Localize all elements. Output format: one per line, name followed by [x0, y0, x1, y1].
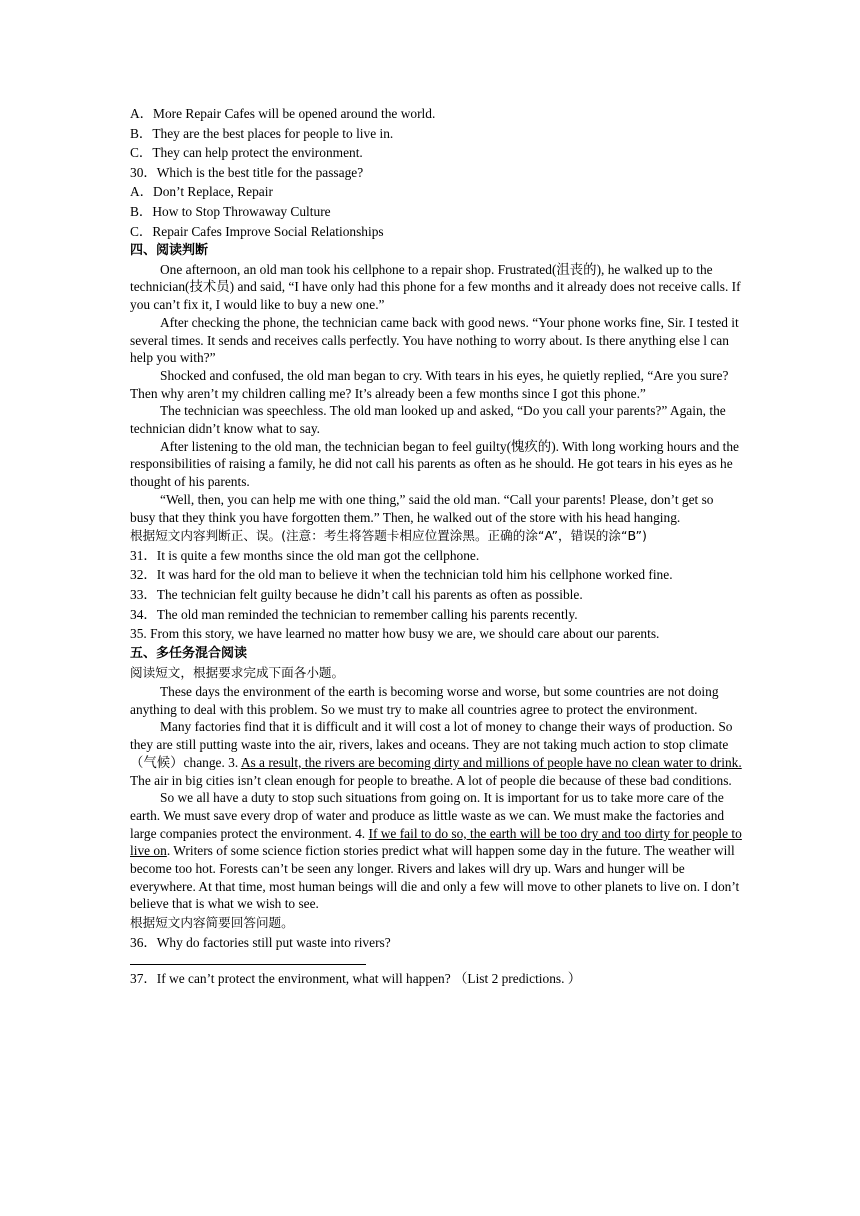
section5-intro: 阅读短文，根据要求完成下面各小题。	[130, 665, 345, 681]
section5-instruction: 根据短文内容简要回答问题。	[130, 915, 294, 931]
statement-35: 35. From this story, we have learned no matter how busy we are, we should care about our parents.	[130, 626, 660, 642]
p2-text-before: Many factories find that it is difficult and it will cost a lot of money to change their ways of production. So they are still putting waste into the air, rivers, lakes and oceans. They are not taking much action to stop climate（气候）change. 3.	[130, 719, 733, 770]
section4-heading: 四、阅读判断	[130, 243, 209, 259]
q29-option-c: C．They can help protect the environment.	[130, 145, 363, 161]
underlined-sentence-4: If we fail to do so, the earth will be too dry and too dirty for people to live on	[130, 825, 742, 859]
section4-paragraph-6: “Well, then, you can help me with one thing,” said the old man. “Call your parents! Please, don’t get so busy that they think you have forgotten them.” Then, he walked out of the store with his head hanging.	[130, 491, 714, 525]
question-36: 36．Why do factories still put waste into rivers?	[130, 934, 391, 950]
section5-paragraph-3	[130, 789, 742, 913]
section4-paragraph-1: One afternoon, an old man took his cellphone to a repair shop. Frustrated(沮丧的), he walked up to the technician(技术员) and said, “I have only had this phone for a few months and it already does not receive calls. If you can’t fix it, I would like to buy a new one.”	[130, 261, 741, 313]
p3-text-after: . Writers of some science fiction stories predict what will happen some day in the future. The weather will become too hot. Forests can’t be seen any longer. Rivers and lakes will dry up. Wars and hunger will be everywhere. At that time, most human beings will die and only a few will move to other planets to live on. I don’t believe that is what we wish to see.	[130, 843, 740, 912]
statement-34: 34．The old man reminded the technician to remember calling his parents recently.	[130, 606, 578, 622]
statement-31: 31．It is quite a few months since the old man got the cellphone.	[130, 547, 480, 563]
section4-paragraph-4: The technician was speechless. The old man looked up and asked, “Do you call your parents?” Again, the technician didn’t know what to say.	[130, 403, 726, 437]
section4-instruction: 根据短文内容判断正、误。(注意：考生将答题卡相应位置涂黑。正确的涂“A”，错误的涂“B”)	[130, 528, 647, 544]
q30-option-b: B．How to Stop Throwaway Culture	[130, 203, 331, 219]
section4-paragraph-3: Shocked and confused, the old man began to cry. With tears in his eyes, he quietly replied, “Are you sure? Then why aren’t my children calling me? It’s already been a few months since I got this phone.”	[130, 367, 729, 401]
section4-paragraph-2: After checking the phone, the technician came back with good news. “Your phone works fine, Sir. I tested it several times. It sends and receives calls perfectly. You have nothing to worry about. Is there anything else l can help you with?”	[130, 314, 739, 366]
section4-paragraph-5: After listening to the old man, the technician began to feel guilty(愧疚的). With long working hours and the responsibilities of raising a family, he did not call his parents as often as he should. He got tears in his eyes as he thought of his parents.	[130, 438, 739, 490]
p2-text-after: The air in big cities isn’t clean enough for people to breathe. A lot of people die because of these bad conditions.	[130, 772, 732, 788]
underlined-sentence-3: As a result, the rivers are becoming dirty and millions of people have no clean water to drink.	[240, 754, 742, 770]
exam-page	[130, 104, 742, 989]
q30-option-c: C．Repair Cafes Improve Social Relationships	[130, 223, 384, 239]
section5-paragraph-2	[130, 718, 742, 789]
p3-text-before: So we all have a duty to stop such situations from going on. It is important for us to take more care of the earth. We must save every drop of water and produce as little waste as we can. We must make the factories and large companies protect the environment. 4.	[130, 790, 725, 841]
section5-paragraph-1: These days the environment of the earth is becoming worse and worse, but some countries are not doing anything to deal with this problem. So we must try to make all countries agree to protect the environment.	[130, 684, 719, 717]
statement-32: 32．It was hard for the old man to believe it when the technician told him his cellphone worked fine.	[130, 567, 673, 583]
section5-heading: 五、多任务混合阅读	[130, 645, 248, 661]
q30-question: 30．Which is the best title for the passage?	[130, 164, 364, 180]
question-37: 37．If we can’t protect the environment, what will happen? （List 2 predictions. ）	[130, 971, 582, 987]
q29-option-b: B．They are the best places for people to live in.	[130, 125, 394, 141]
answer-blank-36[interactable]	[130, 952, 366, 965]
q30-option-a: A．Don’t Replace, Repair	[130, 184, 273, 200]
q29-option-a: A．More Repair Cafes will be opened around the world.	[130, 106, 436, 121]
statement-33: 33．The technician felt guilty because he didn’t call his parents as often as possible.	[130, 587, 583, 603]
